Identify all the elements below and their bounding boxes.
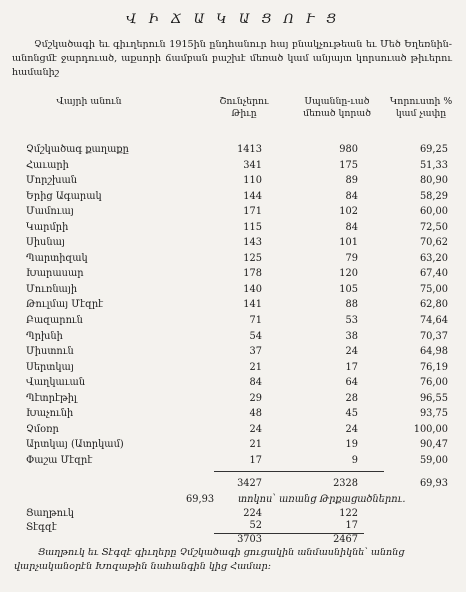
killed-cell: 24 (345, 346, 358, 358)
place-cell: Թուլմայ Մէզրէ (26, 299, 104, 311)
subtotal-population: 3427 (237, 478, 262, 489)
killed-cell: 9 (351, 454, 358, 466)
extra-row-2-killed: 17 (345, 520, 358, 531)
population-cell: 125 (243, 252, 262, 264)
place-cell: Չմօռր (26, 423, 59, 435)
grand-total-population: 3703 (237, 534, 262, 545)
percent-cell: 70,37 (419, 330, 448, 342)
percent-cell: 64,98 (419, 346, 448, 358)
data-table (0, 142, 466, 468)
place-cell: Վաղկաւան (26, 377, 86, 389)
population-cell: 29 (249, 392, 262, 404)
page-title: Վ Ի Ճ Ա Կ Ա Ց Ո Ւ Ց (125, 12, 341, 27)
percent-cell: 63,20 (419, 252, 448, 264)
table-row (0, 251, 466, 267)
killed-cell: 45 (345, 408, 358, 420)
killed-cell: 120 (339, 268, 358, 280)
table-row (0, 158, 466, 174)
population-cell: 171 (243, 206, 262, 218)
table-row (0, 173, 466, 189)
killed-cell: 102 (339, 206, 358, 218)
killed-cell: 53 (345, 315, 358, 327)
percent-cell: 51,33 (419, 159, 448, 171)
average-text: տոկոս՝ առանց Թրքացածներու. (238, 494, 406, 505)
place-cell: Բազարուն (26, 315, 83, 327)
place-cell: Պարտիզակ (26, 252, 88, 264)
header-killed: Սպաննը-ւած մեռած կորած (303, 96, 371, 119)
extra-row-1-population: 224 (243, 508, 262, 519)
killed-cell: 84 (345, 221, 358, 233)
subtotal-percent: 69,93 (419, 478, 448, 489)
table-row (0, 360, 466, 376)
percent-cell: 70,62 (419, 237, 448, 249)
percent-cell: 75,00 (419, 283, 448, 295)
table-row (0, 406, 466, 422)
subtotal-killed: 2328 (333, 478, 358, 489)
table-row (0, 453, 466, 469)
population-cell: 178 (243, 268, 262, 280)
place-cell: Մորշխան (26, 175, 78, 187)
killed-cell: 175 (339, 159, 358, 171)
killed-cell: 79 (345, 252, 358, 264)
percent-cell: 76,00 (419, 377, 448, 389)
population-cell: 1413 (237, 144, 262, 155)
percent-cell: 76,19 (419, 361, 448, 373)
place-cell: Մուռնայի (26, 283, 78, 295)
table-row (0, 329, 466, 345)
grand-total-killed: 2467 (333, 534, 358, 545)
population-cell: 21 (249, 439, 262, 451)
place-cell: Կարմրի (26, 221, 69, 233)
table-row (0, 375, 466, 391)
place-cell: Պրխնի (26, 330, 63, 342)
place-cell: Արտկայ (Ատրկամ) (26, 439, 124, 451)
killed-cell: 64 (345, 377, 358, 389)
place-cell: Մամուայ (26, 206, 74, 218)
percent-cell: 58,29 (419, 190, 448, 202)
place-cell: Հաւարի (26, 159, 69, 171)
percent-cell: 74,64 (419, 315, 448, 327)
killed-cell: 38 (345, 330, 358, 342)
table-row (0, 422, 466, 438)
table-row (0, 282, 466, 298)
table-row (0, 437, 466, 453)
table-row (0, 235, 466, 251)
table-row (0, 220, 466, 236)
population-cell: 71 (249, 315, 262, 327)
place-cell: Սերտկայ (26, 361, 74, 373)
table-row (0, 313, 466, 329)
extra-row-1-name: Ցաղթուկ (26, 508, 74, 519)
place-cell: Փաշա Մէզրէ (26, 454, 93, 466)
average-value: 69,93 (186, 494, 215, 505)
header-population: Շունչերու Թիւը (219, 96, 269, 119)
killed-cell: 980 (339, 144, 358, 155)
killed-cell: 101 (339, 237, 358, 249)
killed-cell: 105 (339, 283, 358, 295)
population-cell: 110 (243, 175, 262, 187)
population-cell: 21 (249, 361, 262, 373)
killed-cell: 24 (345, 423, 358, 435)
table-row (0, 297, 466, 313)
population-cell: 54 (249, 330, 262, 342)
population-cell: 141 (243, 299, 262, 311)
percent-cell: 100,00 (413, 423, 448, 435)
place-cell: Չմշկածագ քաղաքը (26, 144, 129, 155)
population-cell: 17 (249, 454, 262, 466)
percent-cell: 93,75 (419, 408, 448, 420)
killed-cell: 89 (345, 175, 358, 187)
population-cell: 84 (249, 377, 262, 389)
killed-cell: 17 (345, 361, 358, 373)
population-cell: 37 (249, 346, 262, 358)
table-row (0, 266, 466, 282)
population-cell: 115 (243, 221, 262, 233)
place-cell: Խաչունի (26, 408, 74, 420)
percent-cell: 59,00 (419, 454, 448, 466)
table-row (0, 204, 466, 220)
percent-cell: 90,47 (419, 439, 448, 451)
killed-cell: 84 (345, 190, 358, 202)
population-cell: 341 (243, 159, 262, 171)
place-cell: Պէտրէթիլ (26, 392, 77, 404)
percent-cell: 69,25 (419, 144, 448, 155)
population-cell: 24 (249, 423, 262, 435)
place-cell: Միստուն (26, 346, 74, 358)
percent-cell: 60,00 (419, 206, 448, 218)
extra-row-2-name: Տէգզէ (26, 522, 57, 533)
percent-cell: 96,55 (419, 392, 448, 404)
footer-note: Ցաղթուկ եւ Տէգզէ գիւղերը Չմշկածագի ցուցակին անմասնիկնե՝ անոնց վարչականօրէն Խոզաթին նահանգին կից Համար։ (14, 547, 405, 572)
place-cell: Սիսնայ (26, 237, 65, 249)
header-percent: Կորուստի % կամ չափը (389, 96, 453, 119)
table-row (0, 344, 466, 360)
extra-row-1-killed: 122 (339, 508, 358, 519)
percent-cell: 67,40 (419, 268, 448, 280)
killed-cell: 28 (345, 392, 358, 404)
killed-cell: 19 (345, 439, 358, 451)
percent-cell: 80,90 (419, 175, 448, 187)
header-place: Վայրի անուն (56, 96, 122, 107)
population-cell: 140 (243, 283, 262, 295)
table-row (0, 189, 466, 205)
table-row (0, 391, 466, 407)
extra-row-2-population: 52 (249, 520, 262, 531)
population-cell: 143 (243, 237, 262, 249)
population-cell: 48 (249, 408, 262, 420)
killed-cell: 88 (345, 299, 358, 311)
percent-cell: 72,50 (419, 221, 448, 233)
place-cell: Երից Ագարակ (26, 190, 102, 202)
table-row (0, 142, 466, 158)
place-cell: Խարասար (26, 268, 84, 280)
percent-cell: 62,80 (419, 299, 448, 311)
subtotal-rule (214, 471, 384, 472)
population-cell: 144 (243, 190, 262, 202)
intro-paragraph: Չմշկածագի եւ գիւղերուն 1915ին ընդհանուր հայ բնակչութեան եւ Մեծ Եղեռնին-անոնցմէ ջարդուած, աքսորի ճամբան բաշխէ մեռած կամ անյայտ կորսուած թիւերու համանիշ (12, 39, 452, 78)
